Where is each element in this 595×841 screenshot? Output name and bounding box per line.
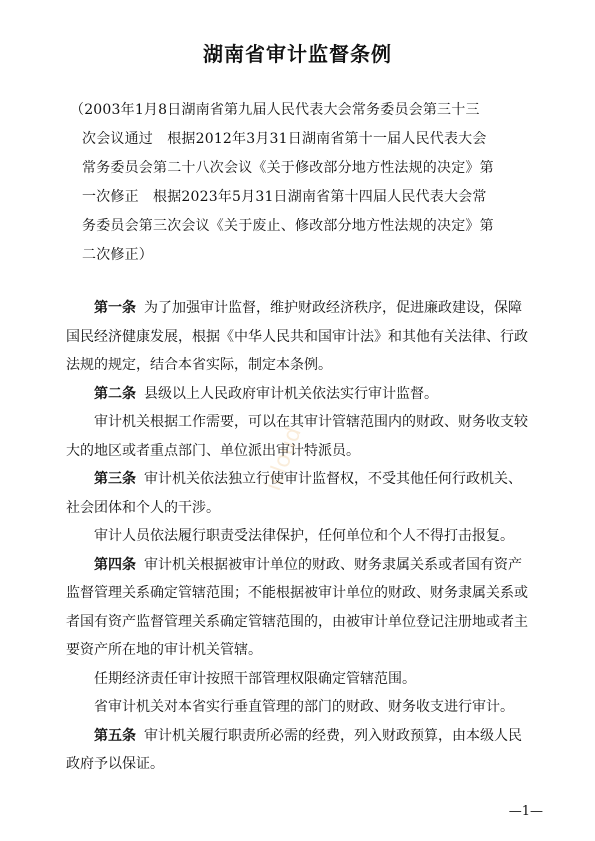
preamble-line: 务委员会第三次会议《关于废止、修改部分地方性法规的决定》第	[82, 218, 494, 234]
svg-text:icloud: icloud	[260, 423, 307, 495]
article-4-text: 审计机关根据被审计单位的财政、财务隶属关系或者国有资产	[144, 556, 522, 573]
article-3-heading: 第三条	[94, 471, 136, 487]
article-5-text: 审计机关履行职责所必需的经费，列入财政预算，由本级人民	[144, 727, 522, 744]
article-4-para-line: 省审计机关对本省实行垂直管理的部门的财政、财务收支进行审计。	[94, 699, 514, 715]
article-3-line	[66, 465, 536, 494]
article-1-line: 国民经济健康发展，根据《中华人民共和国审计法》和其他有关法律、行政	[66, 328, 528, 345]
article-body	[66, 294, 536, 779]
article-5-line: 政府予以保证。	[66, 756, 164, 772]
article-4-line: 要资产所在地的审计机关管辖。	[66, 642, 262, 658]
article-1-line	[66, 294, 536, 323]
article-4-para-line: 任期经济责任审计按照干部管理权限确定管辖范围。	[94, 670, 416, 687]
article-2-text: 县级以上人民政府审计机关依法实行审计监督。	[144, 385, 438, 402]
article-5-line	[66, 722, 536, 751]
article-4-line: 者国有资产监督管理关系确定管辖范围的，由被审计单位登记注册地或者主	[66, 613, 528, 630]
article-2-heading: 第二条	[94, 385, 136, 402]
article-4-heading: 第四条	[94, 556, 136, 573]
document-title: 湖南省审计监督条例	[203, 42, 392, 66]
article-4-line	[66, 551, 536, 580]
preamble-line: 二次修正）	[82, 247, 153, 263]
article-3-text: 审计机关依法独立行使审计监督权，不受其他任何行政机关、	[144, 471, 522, 487]
page-number: —1—	[508, 804, 543, 819]
article-4-line: 监督管理关系确定管辖范围；不能根据被审计单位的财政、财务隶属关系或	[66, 585, 528, 601]
article-3-para-line: 审计人员依法履行职责受法律保护，任何单位和个人不得打击报复。	[94, 528, 514, 544]
preamble-line: 常务委员会第二十八次会议《关于修改部分地方性法规的决定》第	[82, 160, 494, 176]
article-5-heading: 第五条	[94, 727, 136, 744]
article-2-line	[66, 380, 536, 409]
article-3-line: 社会团体和个人的干涉。	[66, 499, 220, 516]
preamble-line: 次会议通过 根据2012年3月31日湖南省第十一届人民代表大会	[82, 131, 487, 147]
article-1-line: 法规的规定，结合本省实际，制定本条例。	[66, 357, 332, 373]
preamble-line: （2003年1月8日湖南省第九届人民代表大会常务委员会第三十三	[70, 102, 480, 118]
article-2-para-line: 审计机关根据工作需要，可以在其审计管辖范围内的财政、财务收支较	[94, 414, 528, 430]
article-2-para-line: 大的地区或者重点部门、单位派出审计特派员。	[66, 442, 360, 459]
preamble	[70, 96, 530, 270]
article-1-text: 为了加强审计监督，维护财政经济秩序，促进廉政建设，保障	[144, 300, 522, 316]
article-1-heading: 第一条	[94, 300, 136, 316]
preamble-line: 一次修正 根据2023年5月31日湖南省第十四届人民代表大会常	[82, 189, 487, 205]
